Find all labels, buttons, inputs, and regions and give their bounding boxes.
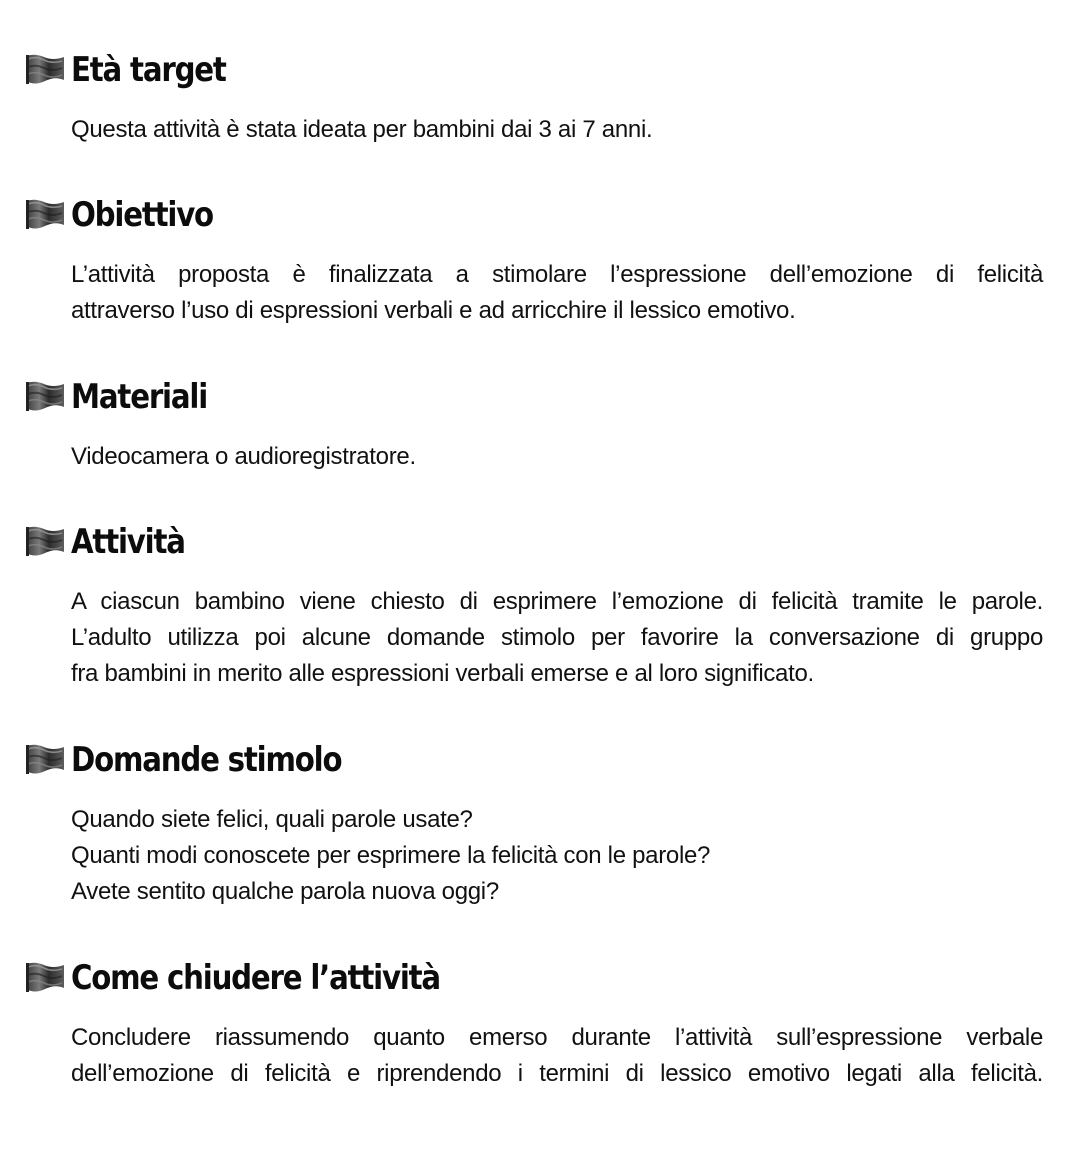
body-line: dell’emozione di felicità e riprendendo i termini di lessico emotivo legati alla felicità. — [71, 1060, 1043, 1087]
body-line: L’attività proposta è finalizzata a stimolare l’espressione dell’emozione di felicità — [71, 261, 1043, 288]
question-line: Avete sentito qualche parola nuova oggi? — [71, 878, 499, 905]
section-title: Come chiudere l’attività — [71, 958, 440, 998]
section-body — [71, 584, 1043, 692]
body-line: Videocamera o audioregistratore. — [71, 443, 416, 470]
flag-bullet-icon — [24, 961, 66, 995]
question-line: Quando siete felici, quali parole usate? — [71, 806, 473, 833]
section-heading — [24, 522, 203, 562]
flag-bullet-icon — [24, 53, 66, 87]
section-title: Obiettivo — [71, 195, 213, 235]
flag-bullet-icon — [24, 380, 66, 414]
flag-bullet-icon — [24, 198, 66, 232]
body-line: fra bambini in merito alle espressioni verbali emerse e al loro significato. — [71, 660, 814, 687]
section-body — [71, 1020, 1043, 1092]
section-title: Attività — [71, 522, 185, 562]
body-line: Concludere riassumendo quanto emerso durante l’attività sull’espressione verbale — [71, 1024, 1043, 1051]
question-line: Quanti modi conoscete per esprimere la felicità con le parole? — [71, 842, 711, 869]
section-heading — [24, 377, 229, 417]
body-line: A ciascun bambino viene chiesto di esprimere l’emozione di felicità tramite le parole. — [71, 588, 1043, 615]
section-title: Materiali — [71, 377, 208, 417]
section-heading — [24, 958, 500, 998]
body-line: attraverso l’uso di espressioni verbali e ad arricchire il lessico emotivo. — [71, 297, 796, 324]
flag-bullet-icon — [24, 525, 66, 559]
body-line: Questa attività è stata ideata per bambini dai 3 ai 7 anni. — [71, 116, 653, 143]
body-line: L’adulto utilizza poi alcune domande stimolo per favorire la conversazione di gruppo — [71, 624, 1043, 651]
section-title: Età target — [71, 50, 226, 90]
section-heading — [24, 50, 251, 90]
section-body — [71, 257, 1043, 329]
section-body — [71, 439, 1043, 475]
section-heading — [24, 740, 385, 780]
section-title: Domande stimolo — [71, 740, 342, 780]
section-body — [71, 802, 1043, 910]
section-body — [71, 112, 1043, 148]
flag-bullet-icon — [24, 743, 66, 777]
section-heading — [24, 195, 236, 235]
